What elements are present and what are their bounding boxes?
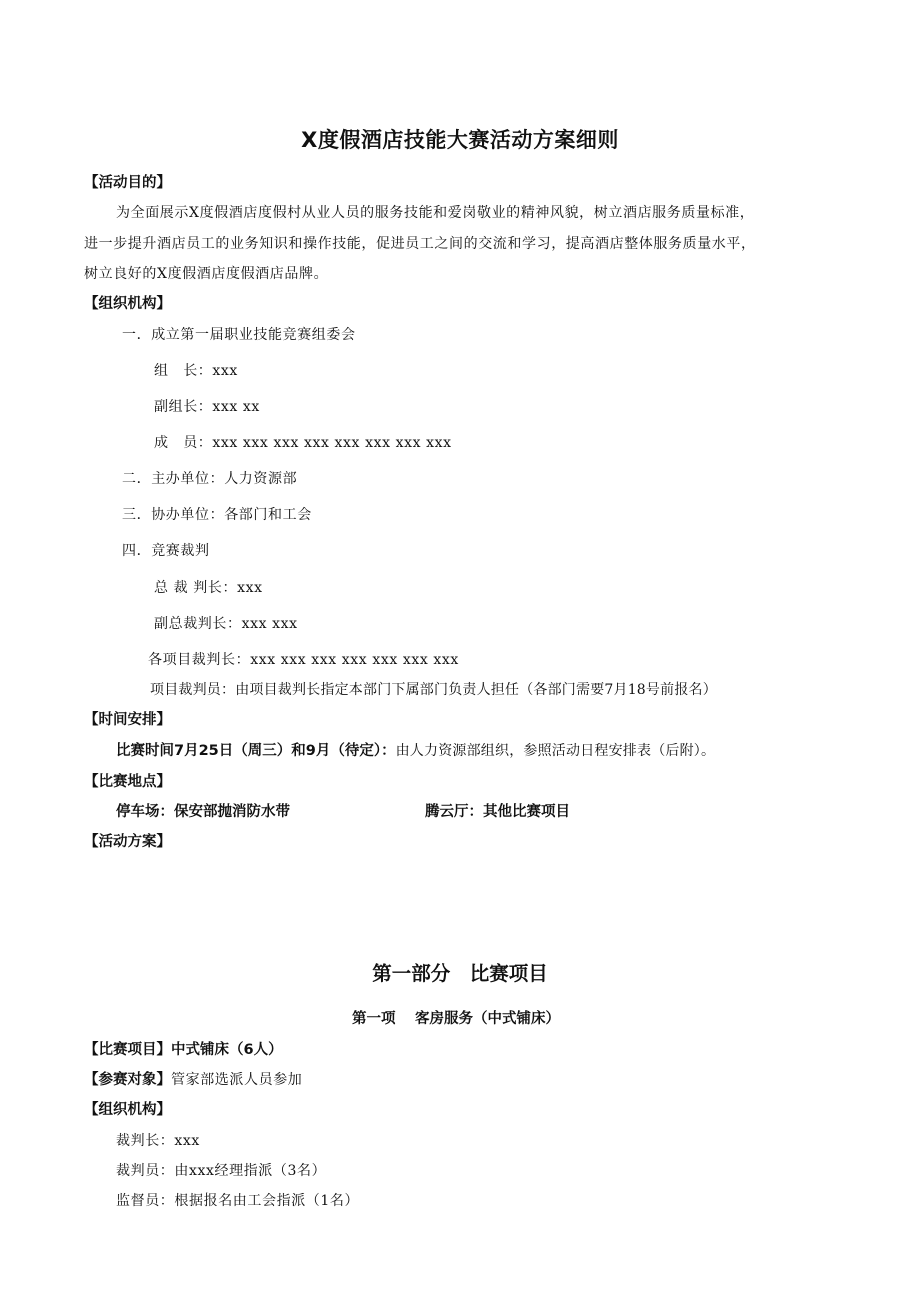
purpose-line-2: 进一步提升酒店员工的业务知识和操作技能，促进员工之间的交流和学习，提高酒店整体服务质量水平， (84, 236, 756, 252)
venue-parking: 停车场：保安部抛消防水带 (116, 804, 290, 820)
part-chief: 裁判长：xxx (116, 1133, 200, 1149)
org-item-1: 一．成立第一届职业技能竞赛组委会 (122, 327, 356, 343)
part-referees: 裁判员：由xxx经理指派（3名） (116, 1163, 327, 1179)
project-value: 中式铺床（6人） (171, 1042, 283, 1058)
participants-value: 管家部选派人员参加 (171, 1072, 303, 1088)
org-members: 成 员：xxx xxx xxx xxx xxx xxx xxx xxx (154, 435, 452, 451)
venue-hall: 腾云厅：其他比赛项目 (425, 804, 570, 820)
org-item-3: 三．协办单位：各部门和工会 (122, 507, 312, 523)
org-vice-leader: 副组长：xxx xx (154, 399, 260, 415)
schedule-detail: 由人力资源部组织，参照活动日程安排表（后附）。 (395, 743, 716, 759)
schedule-heading: 【时间安排】 (84, 712, 171, 728)
org-item-2: 二．主办单位：人力资源部 (122, 471, 298, 487)
schedule-line (116, 744, 715, 759)
project-label: 【比赛项目】 (84, 1042, 171, 1058)
project-line (84, 1043, 283, 1058)
org-heading: 【组织机构】 (84, 296, 171, 312)
org-item-judges: 各项目裁判长：xxx xxx xxx xxx xxx xxx xxx (148, 652, 459, 668)
participants-line (84, 1073, 302, 1088)
schedule-bold: 比赛时间7月25日（周三）和9月（待定）： (116, 743, 396, 759)
org-item-4: 四．竞赛裁判 (122, 543, 210, 559)
item-one-title: 第一项 客房服务（中式铺床） (351, 1011, 561, 1027)
venue-heading: 【比赛地点】 (84, 774, 171, 790)
org-vice-chief-judge: 副总裁判长：xxx xxx (154, 616, 298, 632)
document-title: X度假酒店技能大赛活动方案细则 (301, 128, 619, 152)
part-one-title: 第一部分 比赛项目 (372, 962, 548, 985)
purpose-heading: 【活动目的】 (84, 175, 171, 191)
purpose-line-3: 树立良好的X度假酒店度假酒店品牌。 (84, 266, 329, 282)
purpose-line-1: 为全面展示X度假酒店度假村从业人员的服务技能和爱岗敬业的精神风貌，树立酒店服务质量标准， (116, 205, 755, 221)
part-org-heading: 【组织机构】 (84, 1102, 171, 1118)
participants-label: 【参赛对象】 (84, 1072, 171, 1088)
part-supervisor: 监督员：根据报名由工会指派（1名） (116, 1193, 360, 1209)
plan-heading: 【活动方案】 (84, 834, 171, 850)
org-chief-judge: 总 裁 判长：xxx (154, 580, 263, 596)
org-leader: 组 长：xxx (154, 363, 238, 379)
org-item-referees: 项目裁判员：由项目裁判长指定本部门下属部门负责人担任（各部门需要7月18号前报名） (150, 682, 717, 698)
